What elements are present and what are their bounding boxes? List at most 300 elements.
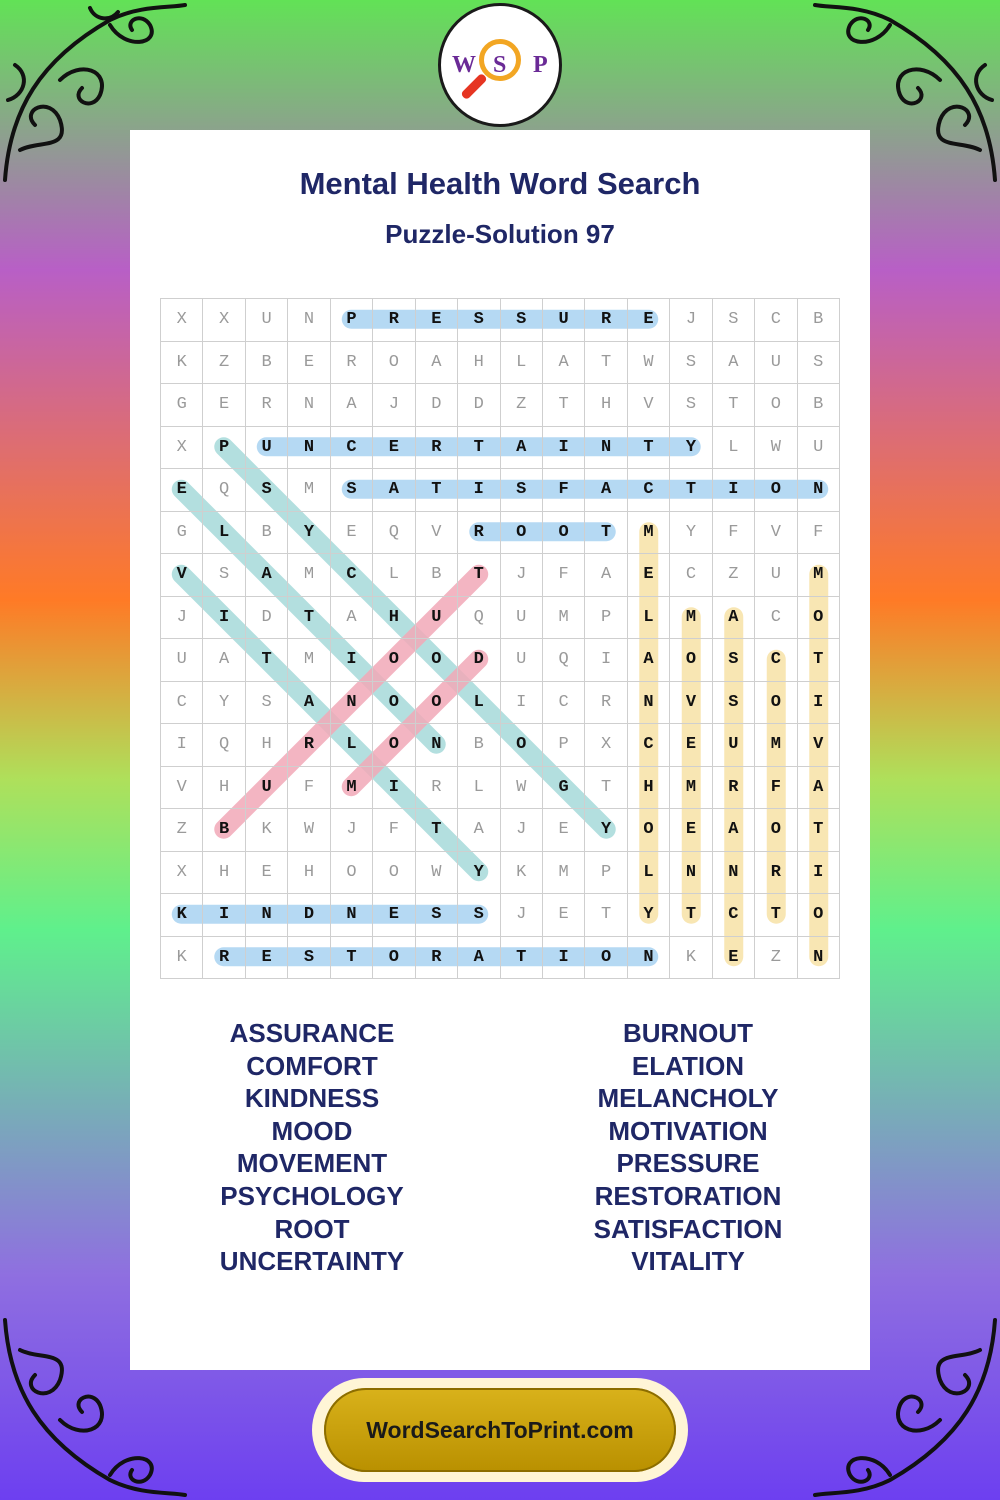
grid-cell[interactable]: I: [203, 894, 245, 937]
grid-cell[interactable]: S: [458, 894, 500, 937]
grid-cell[interactable]: T: [627, 426, 669, 469]
grid-cell[interactable]: C: [627, 469, 669, 512]
grid-cell[interactable]: T: [288, 596, 330, 639]
grid-cell[interactable]: W: [288, 809, 330, 852]
grid-cell[interactable]: I: [373, 766, 415, 809]
grid-cell[interactable]: S: [712, 681, 754, 724]
grid-cell[interactable]: W: [500, 766, 542, 809]
grid-cell[interactable]: Y: [670, 426, 712, 469]
logo-letter-w: W: [452, 52, 476, 78]
grid-cell[interactable]: H: [585, 384, 627, 427]
grid-cell[interactable]: H: [288, 851, 330, 894]
grid-cell[interactable]: V: [161, 766, 203, 809]
grid-cell[interactable]: T: [712, 384, 754, 427]
grid-cell[interactable]: M: [288, 469, 330, 512]
grid-cell[interactable]: H: [203, 851, 245, 894]
word-list-item: SATISFACTION: [593, 1213, 783, 1244]
grid-cell[interactable]: L: [203, 511, 245, 554]
grid-cell[interactable]: T: [585, 341, 627, 384]
grid-cell[interactable]: Q: [373, 511, 415, 554]
grid-cell[interactable]: B: [415, 554, 457, 597]
grid-cell[interactable]: D: [288, 894, 330, 937]
grid-cell[interactable]: L: [712, 426, 754, 469]
grid-cell[interactable]: Z: [161, 809, 203, 852]
grid-row: [161, 936, 840, 979]
grid-row: [161, 554, 840, 597]
grid-cell[interactable]: T: [670, 894, 712, 937]
grid-cell[interactable]: L: [458, 766, 500, 809]
grid-cell[interactable]: Y: [458, 851, 500, 894]
grid-cell[interactable]: R: [373, 299, 415, 342]
grid-cell[interactable]: T: [415, 809, 457, 852]
grid-cell[interactable]: J: [373, 384, 415, 427]
grid-cell[interactable]: M: [797, 554, 839, 597]
grid-cell[interactable]: E: [670, 809, 712, 852]
grid-cell[interactable]: K: [161, 341, 203, 384]
page-title: Mental Health Word Search: [299, 166, 701, 201]
word-list-right: [538, 1017, 838, 1278]
grid-row: [161, 384, 840, 427]
grid-cell[interactable]: N: [288, 384, 330, 427]
grid-cell[interactable]: W: [627, 341, 669, 384]
grid-cell[interactable]: L: [373, 554, 415, 597]
grid-cell[interactable]: V: [627, 384, 669, 427]
grid-cell[interactable]: N: [797, 469, 839, 512]
grid-cell[interactable]: A: [627, 639, 669, 682]
grid-cell[interactable]: A: [330, 384, 372, 427]
grid-cell[interactable]: N: [330, 681, 372, 724]
grid-cell[interactable]: O: [415, 639, 457, 682]
grid-cell[interactable]: S: [670, 384, 712, 427]
grid-cell[interactable]: S: [245, 469, 287, 512]
grid-cell[interactable]: K: [670, 936, 712, 979]
word-list-item: MOTIVATION: [608, 1115, 768, 1146]
grid-cell[interactable]: A: [585, 469, 627, 512]
grid-cell[interactable]: A: [712, 809, 754, 852]
grid-cell[interactable]: S: [500, 299, 542, 342]
grid-cell[interactable]: R: [585, 299, 627, 342]
word-list-item: KINDNESS: [244, 1083, 380, 1114]
grid-cell[interactable]: I: [500, 681, 542, 724]
grid-cell[interactable]: P: [203, 426, 245, 469]
grid-cell[interactable]: Y: [627, 894, 669, 937]
grid-cell[interactable]: I: [161, 724, 203, 767]
grid-cell[interactable]: U: [797, 426, 839, 469]
grid-cell[interactable]: V: [415, 511, 457, 554]
grid-cell[interactable]: J: [500, 809, 542, 852]
grid-row: [161, 724, 840, 767]
grid-cell[interactable]: S: [712, 299, 754, 342]
grid-cell[interactable]: U: [542, 299, 584, 342]
grid-cell[interactable]: F: [712, 511, 754, 554]
word-list-item: UNCERTAINTY: [219, 1246, 405, 1277]
grid-cell[interactable]: Y: [203, 681, 245, 724]
grid-cell[interactable]: O: [373, 851, 415, 894]
grid-cell[interactable]: B: [245, 341, 287, 384]
grid-cell[interactable]: E: [712, 936, 754, 979]
grid-cell[interactable]: T: [330, 936, 372, 979]
word-list-item: MOVEMENT: [236, 1148, 388, 1179]
grid-cell[interactable]: R: [288, 724, 330, 767]
grid-cell[interactable]: E: [627, 299, 669, 342]
word-list-item: COMFORT: [246, 1050, 378, 1081]
grid-cell[interactable]: G: [161, 511, 203, 554]
grid-cell[interactable]: S: [203, 554, 245, 597]
grid-cell[interactable]: Q: [542, 639, 584, 682]
grid-cell[interactable]: L: [330, 724, 372, 767]
grid-cell[interactable]: N: [627, 936, 669, 979]
grid-cell[interactable]: M: [627, 511, 669, 554]
grid-cell[interactable]: U: [712, 724, 754, 767]
word-list-item: BURNOUT: [623, 1018, 753, 1048]
grid-cell[interactable]: Z: [755, 936, 797, 979]
grid-cell[interactable]: R: [245, 384, 287, 427]
grid-cell[interactable]: O: [500, 511, 542, 554]
grid-cell[interactable]: S: [288, 936, 330, 979]
grid-cell[interactable]: D: [458, 384, 500, 427]
grid-cell[interactable]: T: [245, 639, 287, 682]
grid-cell[interactable]: A: [542, 341, 584, 384]
grid-cell[interactable]: O: [585, 936, 627, 979]
grid-cell[interactable]: O: [755, 681, 797, 724]
grid-cell[interactable]: I: [585, 639, 627, 682]
grid-cell[interactable]: O: [797, 894, 839, 937]
grid-cell[interactable]: E: [245, 851, 287, 894]
grid-cell[interactable]: S: [330, 469, 372, 512]
grid-cell[interactable]: O: [627, 809, 669, 852]
grid-cell[interactable]: O: [797, 596, 839, 639]
grid-cell[interactable]: Q: [203, 469, 245, 512]
grid-cell[interactable]: M: [542, 596, 584, 639]
grid-row: [161, 299, 840, 342]
grid-cell[interactable]: G: [161, 384, 203, 427]
grid-cell[interactable]: R: [585, 681, 627, 724]
grid-row: [161, 639, 840, 682]
grid-cell[interactable]: C: [330, 426, 372, 469]
grid-cell[interactable]: C: [670, 554, 712, 597]
grid-cell[interactable]: S: [458, 299, 500, 342]
grid-cell[interactable]: W: [415, 851, 457, 894]
grid-cell[interactable]: A: [458, 809, 500, 852]
grid-row: [161, 894, 840, 937]
grid-cell[interactable]: N: [330, 894, 372, 937]
grid-cell[interactable]: S: [245, 681, 287, 724]
grid-cell[interactable]: C: [755, 639, 797, 682]
grid-cell[interactable]: I: [797, 851, 839, 894]
grid-cell[interactable]: O: [415, 681, 457, 724]
grid-cell[interactable]: N: [797, 936, 839, 979]
grid-cell[interactable]: O: [755, 809, 797, 852]
grid-cell[interactable]: U: [500, 639, 542, 682]
grid-cell[interactable]: O: [373, 639, 415, 682]
grid-cell[interactable]: R: [415, 426, 457, 469]
word-list-item: MELANCHOLY: [597, 1083, 779, 1114]
grid-cell[interactable]: U: [755, 341, 797, 384]
grid-cell[interactable]: P: [585, 851, 627, 894]
grid-cell[interactable]: I: [330, 639, 372, 682]
grid-cell[interactable]: B: [458, 724, 500, 767]
grid-cell[interactable]: C: [627, 724, 669, 767]
grid-cell[interactable]: V: [755, 511, 797, 554]
grid-cell[interactable]: A: [245, 554, 287, 597]
grid-cell[interactable]: O: [670, 639, 712, 682]
grid-cell[interactable]: K: [245, 809, 287, 852]
grid-cell[interactable]: T: [585, 766, 627, 809]
grid-cell[interactable]: R: [712, 766, 754, 809]
grid-cell[interactable]: R: [415, 766, 457, 809]
grid-cell[interactable]: L: [458, 681, 500, 724]
grid-cell[interactable]: T: [415, 469, 457, 512]
grid-cell[interactable]: R: [203, 936, 245, 979]
grid-row: [161, 426, 840, 469]
word-list-item: ASSURANCE: [229, 1018, 395, 1048]
word-search-grid: [160, 298, 840, 978]
word-list-item: PRESSURE: [616, 1148, 760, 1179]
grid-cell[interactable]: W: [755, 426, 797, 469]
grid-cell[interactable]: I: [542, 936, 584, 979]
grid-cell[interactable]: E: [203, 384, 245, 427]
grid-cell[interactable]: A: [203, 639, 245, 682]
grid-cell[interactable]: A: [712, 341, 754, 384]
grid-cell[interactable]: J: [500, 894, 542, 937]
grid-cell[interactable]: A: [330, 596, 372, 639]
grid-cell[interactable]: N: [288, 299, 330, 342]
grid-cell[interactable]: I: [712, 469, 754, 512]
grid-cell[interactable]: E: [330, 511, 372, 554]
grid-cell[interactable]: N: [627, 681, 669, 724]
grid-cell[interactable]: H: [627, 766, 669, 809]
grid-cell[interactable]: M: [670, 766, 712, 809]
grid-row: [161, 766, 840, 809]
word-list-item: MOOD: [271, 1115, 353, 1146]
grid-cell[interactable]: S: [500, 469, 542, 512]
grid-cell[interactable]: H: [373, 596, 415, 639]
grid-cell[interactable]: V: [797, 724, 839, 767]
grid-cell[interactable]: O: [500, 724, 542, 767]
word-list-left: [162, 1017, 462, 1278]
site-link-button[interactable]: [312, 1378, 688, 1482]
grid-cell[interactable]: D: [458, 639, 500, 682]
grid-row: [161, 511, 840, 554]
grid-cell[interactable]: A: [415, 341, 457, 384]
grid-cell[interactable]: A: [500, 426, 542, 469]
grid-cell[interactable]: K: [500, 851, 542, 894]
grid-cell[interactable]: Z: [203, 341, 245, 384]
grid-cell[interactable]: A: [288, 681, 330, 724]
site-link-label[interactable]: WordSearchToPrint.com: [324, 1388, 676, 1472]
grid-cell[interactable]: D: [245, 596, 287, 639]
grid-cell[interactable]: T: [670, 469, 712, 512]
grid-cell[interactable]: M: [330, 766, 372, 809]
grid-cell[interactable]: F: [542, 469, 584, 512]
grid-cell[interactable]: E: [415, 299, 457, 342]
grid-cell[interactable]: T: [797, 639, 839, 682]
grid-cell[interactable]: F: [373, 809, 415, 852]
grid-row: [161, 469, 840, 512]
grid-cell[interactable]: A: [585, 554, 627, 597]
grid-cell[interactable]: N: [712, 851, 754, 894]
grid-row: [161, 681, 840, 724]
grid-cell[interactable]: I: [542, 426, 584, 469]
grid-cell[interactable]: C: [755, 596, 797, 639]
grid-cell[interactable]: X: [203, 299, 245, 342]
grid-cell[interactable]: U: [500, 596, 542, 639]
grid-cell[interactable]: H: [245, 724, 287, 767]
grid-row: [161, 809, 840, 852]
grid-cell[interactable]: B: [245, 511, 287, 554]
grid-cell[interactable]: B: [203, 809, 245, 852]
grid-cell[interactable]: M: [288, 554, 330, 597]
grid-cell[interactable]: F: [288, 766, 330, 809]
grid-cell[interactable]: T: [542, 384, 584, 427]
grid-cell[interactable]: N: [670, 851, 712, 894]
grid-cell[interactable]: N: [288, 426, 330, 469]
grid-cell[interactable]: E: [373, 894, 415, 937]
grid-cell[interactable]: E: [245, 936, 287, 979]
wsp-logo[interactable]: [438, 3, 562, 127]
grid-cell[interactable]: Y: [288, 511, 330, 554]
grid-cell[interactable]: X: [585, 724, 627, 767]
grid-cell[interactable]: E: [373, 426, 415, 469]
grid-cell[interactable]: C: [542, 681, 584, 724]
grid-cell[interactable]: T: [500, 936, 542, 979]
grid-cell[interactable]: O: [330, 851, 372, 894]
grid-cell[interactable]: A: [712, 596, 754, 639]
grid-cell[interactable]: E: [627, 554, 669, 597]
grid-cell[interactable]: B: [797, 299, 839, 342]
letter-grid-table: [160, 298, 840, 979]
grid-cell[interactable]: S: [797, 341, 839, 384]
grid-cell[interactable]: P: [585, 596, 627, 639]
grid-cell[interactable]: T: [458, 554, 500, 597]
grid-cell[interactable]: E: [542, 894, 584, 937]
grid-row: [161, 596, 840, 639]
grid-cell[interactable]: J: [670, 299, 712, 342]
grid-row: [161, 851, 840, 894]
grid-cell[interactable]: T: [755, 894, 797, 937]
grid-cell[interactable]: E: [288, 341, 330, 384]
grid-cell[interactable]: H: [458, 341, 500, 384]
grid-cell[interactable]: Q: [458, 596, 500, 639]
grid-cell[interactable]: E: [670, 724, 712, 767]
grid-cell[interactable]: T: [458, 426, 500, 469]
grid-cell[interactable]: J: [330, 809, 372, 852]
grid-cell[interactable]: K: [161, 894, 203, 937]
grid-cell[interactable]: M: [542, 851, 584, 894]
grid-cell[interactable]: P: [542, 724, 584, 767]
grid-cell[interactable]: M: [288, 639, 330, 682]
grid-cell[interactable]: U: [161, 639, 203, 682]
grid-cell[interactable]: U: [755, 554, 797, 597]
grid-cell[interactable]: O: [755, 384, 797, 427]
grid-cell[interactable]: T: [585, 511, 627, 554]
grid-cell[interactable]: L: [627, 596, 669, 639]
grid-cell[interactable]: D: [415, 384, 457, 427]
word-list-item: PSYCHOLOGY: [220, 1180, 404, 1211]
grid-cell[interactable]: F: [797, 511, 839, 554]
grid-cell[interactable]: O: [373, 936, 415, 979]
grid-cell[interactable]: S: [670, 341, 712, 384]
grid-cell[interactable]: Z: [712, 554, 754, 597]
page-subtitle: Puzzle-Solution 97: [385, 219, 615, 249]
grid-cell[interactable]: N: [585, 426, 627, 469]
grid-cell[interactable]: X: [161, 851, 203, 894]
grid-cell[interactable]: A: [458, 936, 500, 979]
grid-cell[interactable]: M: [755, 724, 797, 767]
word-list-item: RESTORATION: [594, 1180, 782, 1211]
grid-cell[interactable]: J: [500, 554, 542, 597]
grid-cell[interactable]: O: [542, 511, 584, 554]
grid-cell[interactable]: T: [797, 809, 839, 852]
grid-cell[interactable]: E: [161, 469, 203, 512]
grid-cell[interactable]: I: [797, 681, 839, 724]
grid-cell[interactable]: J: [161, 596, 203, 639]
grid-cell[interactable]: Z: [500, 384, 542, 427]
grid-cell[interactable]: U: [245, 426, 287, 469]
word-list-item: ROOT: [274, 1213, 350, 1244]
grid-cell[interactable]: P: [330, 299, 372, 342]
grid-cell[interactable]: V: [161, 554, 203, 597]
grid-cell[interactable]: X: [161, 299, 203, 342]
grid-cell[interactable]: C: [712, 894, 754, 937]
grid-cell[interactable]: N: [245, 894, 287, 937]
grid-cell[interactable]: V: [670, 681, 712, 724]
grid-cell[interactable]: N: [415, 724, 457, 767]
grid-cell[interactable]: S: [415, 894, 457, 937]
word-list-item: ELATION: [631, 1050, 745, 1081]
grid-cell[interactable]: B: [797, 384, 839, 427]
grid-cell[interactable]: R: [330, 341, 372, 384]
grid-cell[interactable]: C: [330, 554, 372, 597]
logo-letter-s: S: [493, 52, 507, 78]
grid-cell[interactable]: T: [585, 894, 627, 937]
grid-cell[interactable]: A: [373, 469, 415, 512]
grid-cell[interactable]: E: [542, 809, 584, 852]
grid-cell[interactable]: O: [373, 724, 415, 767]
grid-cell[interactable]: F: [755, 766, 797, 809]
grid-cell[interactable]: L: [500, 341, 542, 384]
grid-cell[interactable]: Q: [203, 724, 245, 767]
grid-cell[interactable]: K: [161, 936, 203, 979]
grid-cell[interactable]: Y: [585, 809, 627, 852]
logo-letter-p: P: [533, 52, 548, 78]
grid-cell[interactable]: R: [755, 851, 797, 894]
grid-cell[interactable]: F: [542, 554, 584, 597]
grid-cell[interactable]: R: [415, 936, 457, 979]
grid-cell[interactable]: I: [458, 469, 500, 512]
grid-cell[interactable]: C: [755, 299, 797, 342]
grid-cell[interactable]: L: [627, 851, 669, 894]
grid-cell[interactable]: Y: [670, 511, 712, 554]
grid-cell[interactable]: C: [161, 681, 203, 724]
grid-cell[interactable]: U: [415, 596, 457, 639]
grid-cell[interactable]: G: [542, 766, 584, 809]
grid-cell[interactable]: O: [373, 681, 415, 724]
grid-cell[interactable]: S: [712, 639, 754, 682]
grid-row: [161, 341, 840, 384]
grid-cell[interactable]: U: [245, 299, 287, 342]
word-list-item: VITALITY: [631, 1246, 745, 1277]
grid-cell[interactable]: A: [797, 766, 839, 809]
grid-cell[interactable]: M: [670, 596, 712, 639]
grid-cell[interactable]: I: [203, 596, 245, 639]
grid-cell[interactable]: O: [373, 341, 415, 384]
grid-cell[interactable]: U: [245, 766, 287, 809]
grid-cell[interactable]: H: [203, 766, 245, 809]
grid-cell[interactable]: R: [458, 511, 500, 554]
grid-cell[interactable]: X: [161, 426, 203, 469]
grid-cell[interactable]: O: [755, 469, 797, 512]
